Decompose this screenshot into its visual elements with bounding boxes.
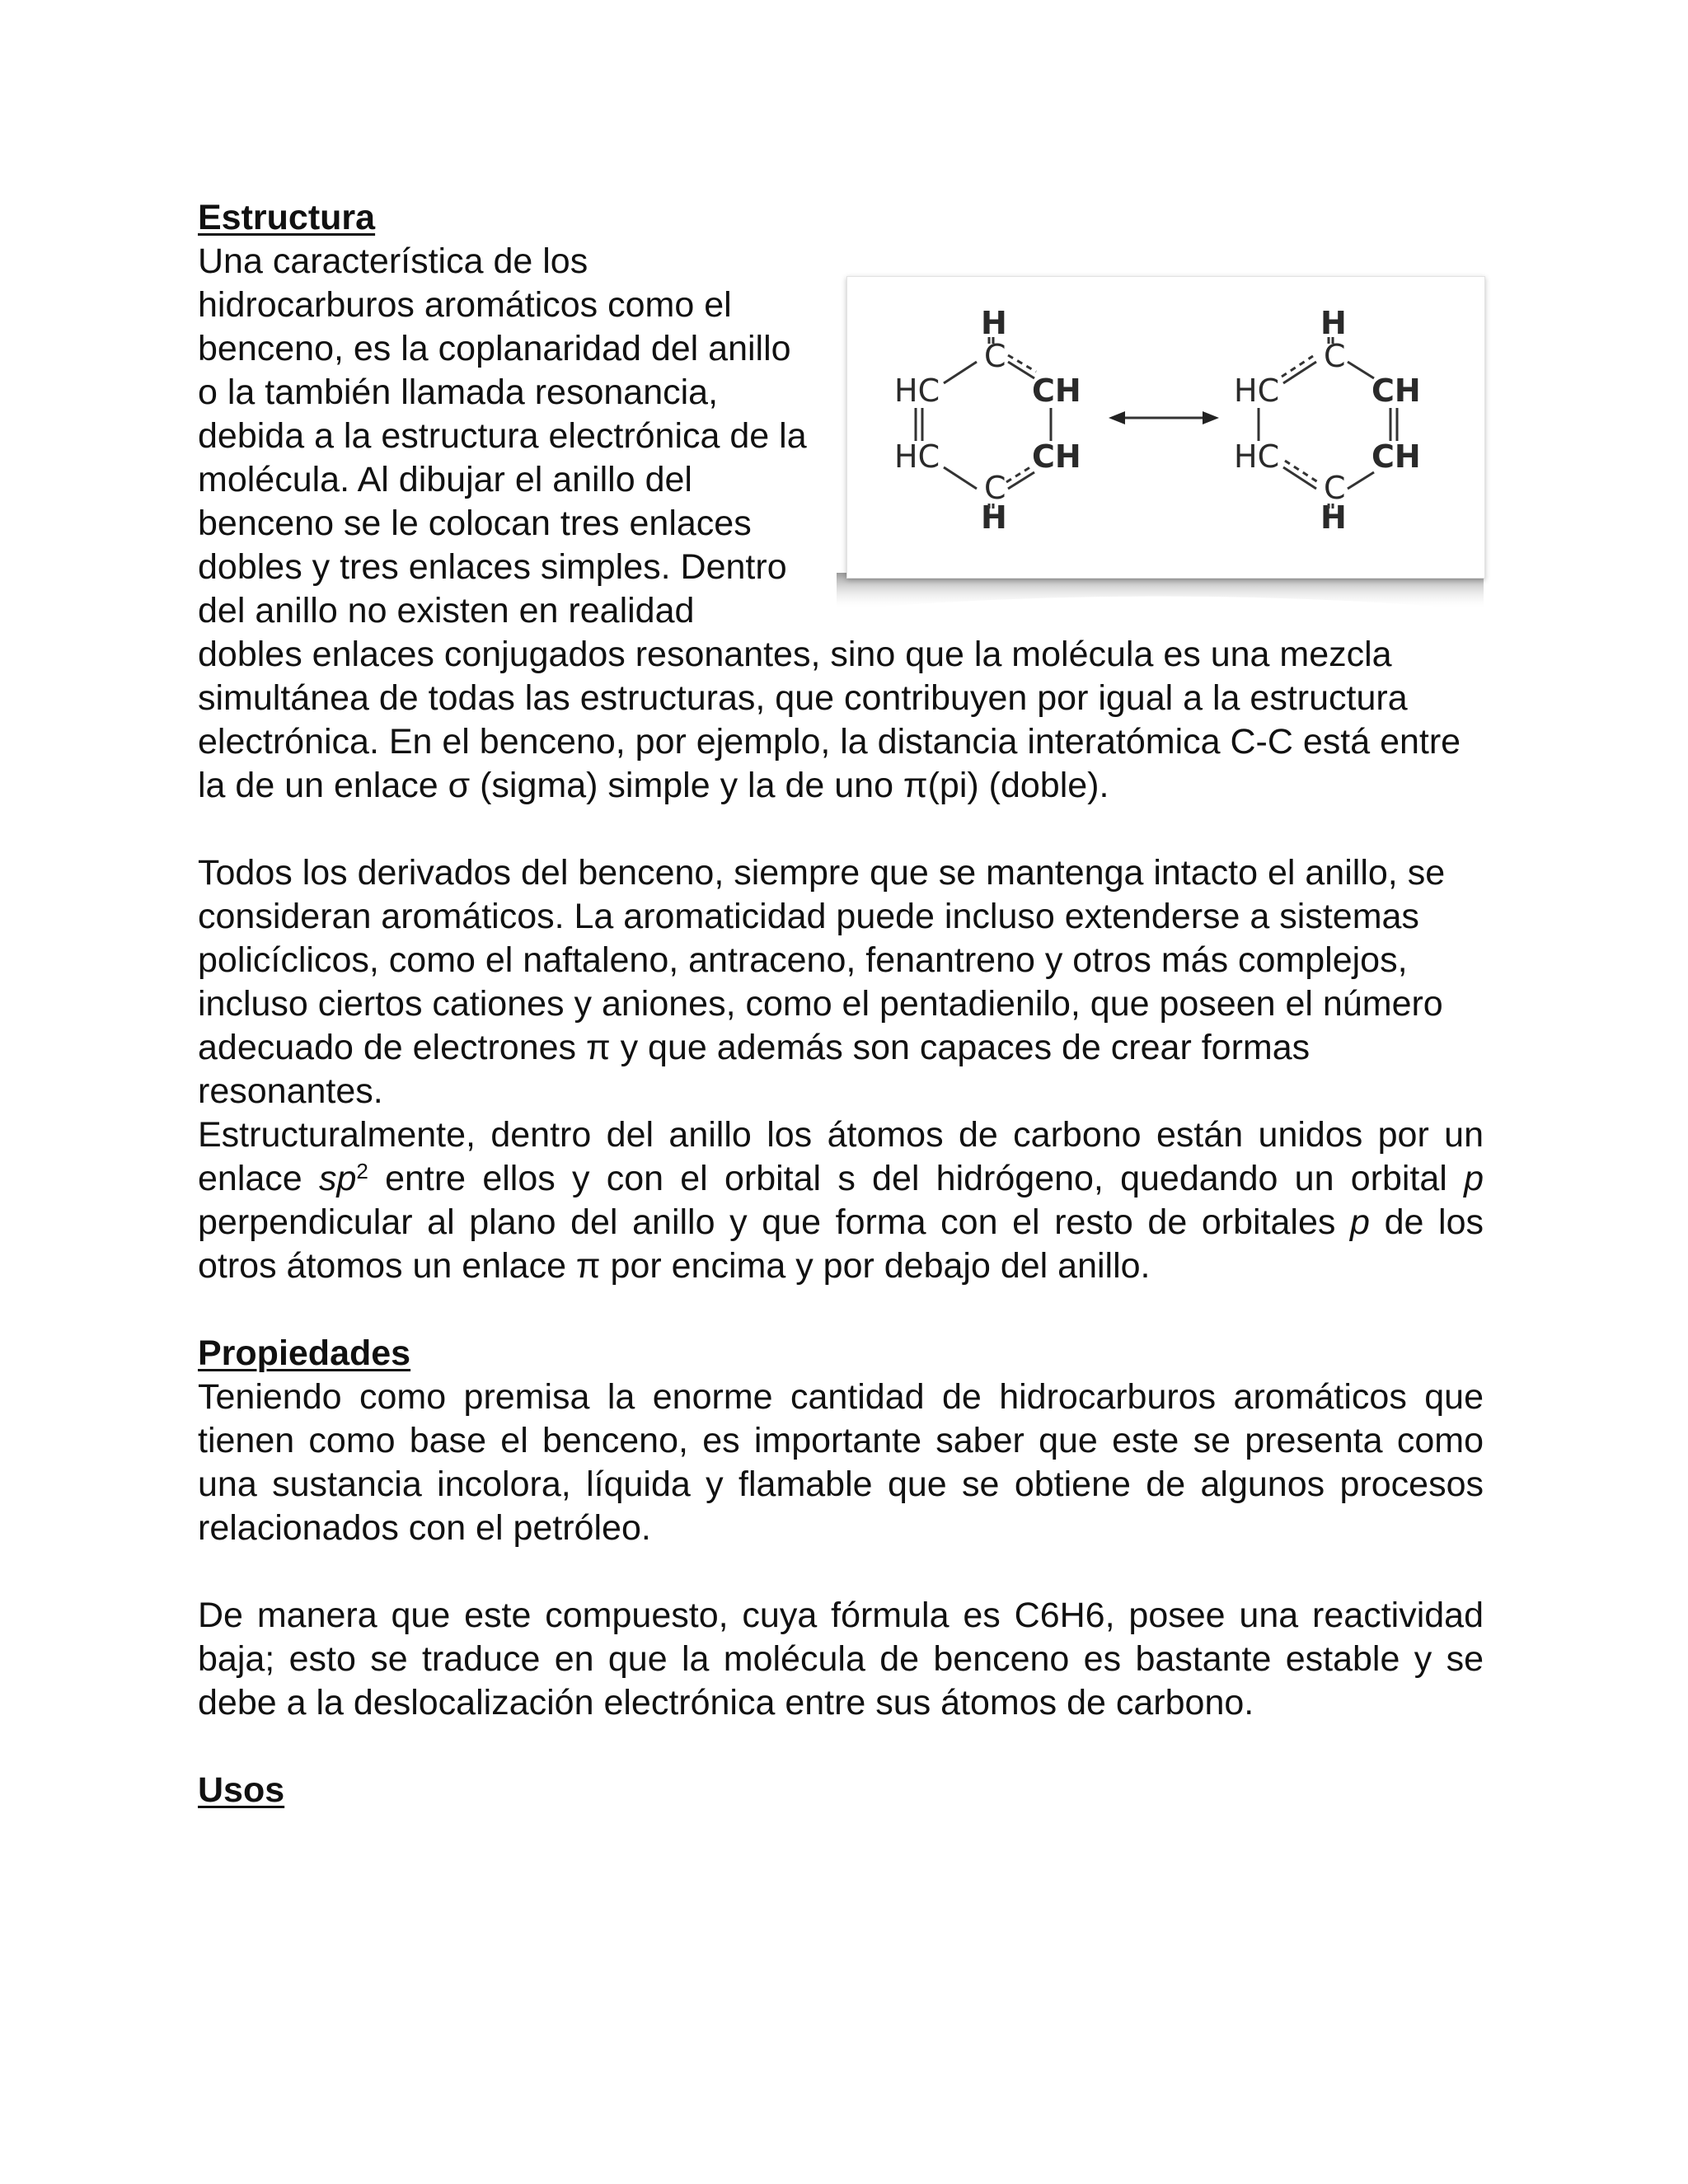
atom-label: HC bbox=[894, 373, 940, 409]
paragraph-gap bbox=[198, 1550, 1484, 1594]
atom-label: HC bbox=[894, 438, 940, 475]
text-run: de los otros átomos un enlace π por encima y por debajo del anillo. bbox=[198, 1202, 1484, 1286]
paragraph-gap bbox=[198, 1288, 1484, 1332]
atom-label: C bbox=[984, 470, 1006, 506]
superscript-2: 2 bbox=[356, 1159, 368, 1183]
atom-label: HC bbox=[1234, 373, 1280, 409]
orbital-p: p bbox=[1350, 1202, 1370, 1242]
text-run: Estructuralmente, dentro del anillo los átomos de carbono están unidos por un enlace bbox=[198, 1115, 1484, 1198]
propiedades-paragraph-2: De manera que este compuesto, cuya fórmula es C6H6, posee una reactividad baja; esto se traduce en que la molécula de benceno es bastante estable y se debe a la deslocalización electrónica entre sus átomos de carbono. bbox=[198, 1596, 1484, 1722]
propiedades-paragraph-1: Teniendo como premisa la enorme cantidad de hidrocarburos aromáticos que tienen como base el benceno, es importante saber que este se presenta como una sustancia incolora, líquida y flamable que se obtiene de algunos procesos relacionados con el petróleo. bbox=[198, 1377, 1484, 1548]
atom-label: HC bbox=[1234, 438, 1280, 475]
atom-label: CH bbox=[1372, 438, 1421, 475]
atom-label: C bbox=[1324, 470, 1346, 506]
atom-label: CH bbox=[1372, 373, 1421, 409]
document-page bbox=[198, 196, 1484, 1812]
atom-label: H bbox=[1320, 305, 1347, 341]
resonance-arrow bbox=[1109, 411, 1219, 424]
estructura-paragraph-2: Todos los derivados del benceno, siempre que se mantenga intacto el anillo, se consideran aromáticos. La aromaticidad puede incluso extenderse a sistemas policíclicos, como el naftaleno, antraceno, fenantreno y otros más complejos, incluso ciertos cationes y aniones, como el pentadienilo, que poseen el número adecuado de electrones π y que además son capaces de crear formas resonantes. bbox=[198, 853, 1446, 1111]
atom-label: H bbox=[1320, 499, 1347, 536]
text-run: perpendicular al plano del anillo y que forma con el resto de orbitales bbox=[198, 1202, 1351, 1242]
estructura-paragraph-3 bbox=[198, 1113, 1484, 1288]
benzene-structures bbox=[846, 276, 1484, 577]
atom-label: C bbox=[1324, 338, 1346, 374]
orbital-sp: sp bbox=[318, 1159, 357, 1198]
kekule-structure-right bbox=[1234, 305, 1421, 536]
benzene-resonance-figure bbox=[837, 276, 1484, 618]
atom-label: CH bbox=[1032, 438, 1081, 475]
estructura-paragraph-1: Una característica de los hidrocarburos aromáticos como el benceno, es la coplanaridad del anillo o la también llamada resonancia, debida a la estructura electrónica de la molécula. Al dibujar el anillo del benceno se le colocan tres enlaces dobles y tres enlaces simples. Dentro del anillo no existen en realidad dobles enlaces conjugados resonantes, sino que la molécula es una mezcla simultánea de todas las estructuras, que contribuyen por igual a la estructura electrónica. En el benceno, por ejemplo, la distancia interatómica C-C está entre la de un enlace σ (sigma) simple y la de uno π(pi) (doble). bbox=[198, 241, 1461, 805]
heading-propiedades: Propiedades bbox=[198, 1333, 411, 1373]
kekule-structure-left bbox=[894, 305, 1081, 536]
heading-usos: Usos bbox=[198, 1770, 285, 1810]
heading-estructura: Estructura bbox=[198, 198, 376, 237]
figure-shadow bbox=[837, 573, 1484, 614]
orbital-p: p bbox=[1464, 1159, 1484, 1198]
paragraph-gap bbox=[198, 1725, 1484, 1769]
atom-label: H bbox=[981, 499, 1007, 536]
atom-label: H bbox=[981, 305, 1007, 341]
text-run: entre ellos y con el orbital s del hidrógeno, quedando un orbital bbox=[368, 1159, 1465, 1198]
atom-label: CH bbox=[1032, 373, 1081, 409]
atom-label: C bbox=[984, 338, 1006, 374]
paragraph-gap bbox=[198, 808, 1484, 851]
